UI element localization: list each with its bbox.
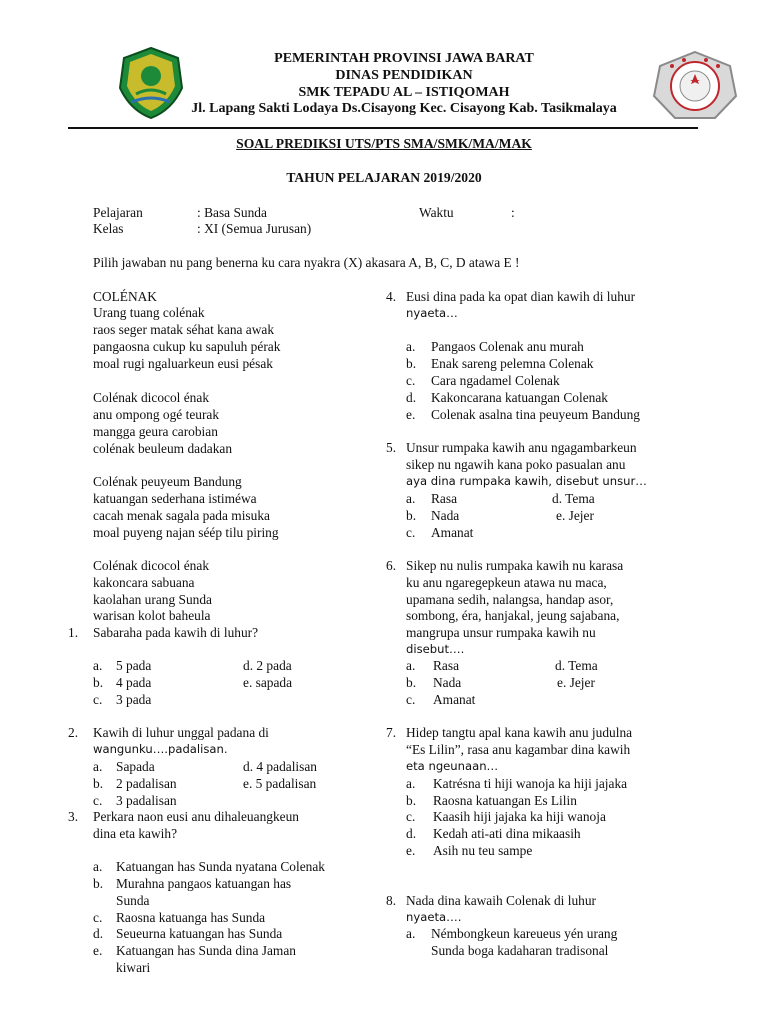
- question-number: 4.: [386, 289, 397, 304]
- poem-line: cacah menak sagala pada misuka: [93, 508, 270, 523]
- question-text: eta ngeunaan…: [406, 759, 499, 773]
- option-text: d. 4 padalisan: [243, 759, 318, 774]
- poem-line: anu ompong ogé teurak: [93, 407, 220, 422]
- option-text: Amanat: [431, 525, 474, 540]
- question-text: Sabaraha pada kawih di luhur?: [93, 625, 259, 640]
- question-text: upamana sedih, nalangsa, handap asor,: [406, 592, 614, 607]
- time-value: :: [511, 205, 515, 220]
- option-letter: c.: [93, 793, 103, 808]
- instruction: Pilih jawaban nu pang benerna ku cara nyakra (X) akasara A, B, C, D atawa E !: [93, 255, 520, 270]
- question-text: “Es Lilin”, rasa anu kagambar dina kawih: [406, 742, 631, 757]
- option-letter: d.: [406, 826, 417, 841]
- poem-line: kaolahan urang Sunda: [93, 592, 212, 607]
- option-text: e. Jejer: [556, 508, 594, 523]
- option-text: Enak sareng pelemna Colenak: [431, 356, 594, 371]
- question-text: sikep nu ngawih kana poko pasualan anu: [406, 457, 626, 472]
- question-text: Eusi dina pada ka opat dian kawih di luhur: [406, 289, 636, 304]
- option-text: Pangaos Colenak anu murah: [431, 339, 584, 354]
- question-text: Sikep nu nulis rumpaka kawih nu karasa: [406, 558, 624, 573]
- option-text: 3 padalisan: [116, 793, 177, 808]
- question-text: wangunku….padalisan.: [93, 742, 228, 756]
- subject-label: Pelajaran: [93, 205, 143, 220]
- header-address: Jl. Lapang Sakti Lodaya Ds.Cisayong Kec. Cisayong Kab. Tasikmalaya: [191, 101, 617, 116]
- option-text: Rasa: [431, 491, 458, 506]
- option-text: Nada: [433, 675, 462, 690]
- option-text: Raosna katuangan Es Lilin: [433, 793, 577, 808]
- option-letter: b.: [93, 776, 104, 791]
- option-text: Katuangan has Sunda nyatana Colenak: [116, 859, 325, 874]
- option-text: Katrésna ti hiji wanoja ka hiji jajaka: [433, 776, 628, 791]
- option-text: Asih nu teu sampe: [433, 843, 533, 858]
- option-text: Nada: [431, 508, 460, 523]
- option-letter: b.: [93, 876, 104, 891]
- class-value: : XI (Semua Jurusan): [197, 221, 312, 236]
- question-number: 6.: [386, 558, 397, 573]
- question-text: nyaeta….: [406, 910, 462, 924]
- poem-line: colénak beuleum dadakan: [93, 441, 233, 456]
- poem-line: kakoncara sabuana: [93, 575, 195, 590]
- option-letter: b.: [406, 675, 417, 690]
- time-label: Waktu: [419, 205, 454, 220]
- option-text: d. 2 pada: [243, 658, 292, 673]
- option-letter: c.: [93, 910, 103, 925]
- option-letter: a.: [93, 658, 103, 673]
- question-text: Unsur rumpaka kawih anu ngagambarkeun: [406, 440, 637, 455]
- poem-line: raos seger matak séhat kana awak: [93, 322, 275, 337]
- option-text: Némbongkeun kareueus yén urang: [431, 926, 618, 941]
- poem-title: COLÉNAK: [93, 289, 157, 304]
- question-number: 3.: [68, 809, 79, 824]
- header-government: PEMERINTAH PROVINSI JAWA BARAT: [274, 51, 534, 66]
- option-text: Sunda: [116, 893, 150, 908]
- header-agency: DINAS PENDIDIKAN: [335, 68, 473, 83]
- exam-year: TAHUN PELAJARAN 2019/2020: [286, 170, 482, 185]
- question-text: nyaeta…: [406, 306, 458, 320]
- option-text: 3 pada: [116, 692, 152, 707]
- option-letter: e.: [406, 843, 416, 858]
- option-text: kiwari: [116, 960, 151, 975]
- option-letter: e.: [93, 943, 103, 958]
- question-number: 2.: [68, 725, 79, 740]
- option-text: Colenak asalna tina peuyeum Bandung: [431, 407, 640, 422]
- option-letter: c.: [406, 809, 416, 824]
- option-text: e. 5 padalisan: [243, 776, 317, 791]
- question-number: 1.: [68, 625, 79, 640]
- question-text: Perkara naon eusi anu dihaleuangkeun: [93, 809, 299, 824]
- option-letter: a.: [406, 776, 416, 791]
- poem-line: Colénak dicocol énak: [93, 390, 210, 405]
- option-letter: c.: [406, 373, 416, 388]
- header-school-name: SMK TEPADU AL – ISTIQOMAH: [298, 85, 510, 100]
- class-label: Kelas: [93, 221, 124, 236]
- option-text: Sunda boga kadaharan tradisonal: [431, 943, 609, 958]
- option-text: Murahna pangaos katuangan has: [116, 876, 292, 891]
- option-letter: e.: [406, 407, 416, 422]
- option-letter: d.: [406, 390, 417, 405]
- question-text: sombong, éra, hanjakal, jeung sajabana,: [406, 608, 620, 623]
- poem-line: mangga geura carobian: [93, 424, 218, 439]
- question-text: disebut….: [406, 642, 465, 656]
- option-text: Cara ngadamel Colenak: [431, 373, 560, 388]
- option-letter: a.: [406, 491, 416, 506]
- question-number: 8.: [386, 893, 397, 908]
- question-number: 7.: [386, 725, 397, 740]
- option-text: Kedah ati-ati dina mikaasih: [433, 826, 581, 841]
- option-text: Kaasih hiji jajaka ka hiji wanoja: [433, 809, 606, 824]
- poem-line: pangaosna cukup ku sapuluh pérak: [93, 339, 281, 354]
- option-letter: a.: [93, 859, 103, 874]
- option-text: Sapada: [116, 759, 155, 774]
- option-letter: b.: [406, 793, 417, 808]
- question-text: aya dina rumpaka kawih, disebut unsur…: [406, 474, 647, 488]
- question-text: Kawih di luhur unggal padana di: [93, 725, 269, 740]
- option-letter: b.: [406, 356, 417, 371]
- poem-line: Urang tuang colénak: [93, 305, 205, 320]
- question-text: dina eta kawih?: [93, 826, 178, 841]
- option-text: 4 pada: [116, 675, 152, 690]
- subject-value: : Basa Sunda: [197, 205, 267, 220]
- poem-line: katuangan sederhana istiméwa: [93, 491, 257, 506]
- poem-line: moal puyeng najan séép tilu piring: [93, 525, 279, 540]
- option-text: Rasa: [433, 658, 460, 673]
- option-text: d. Tema: [552, 491, 595, 506]
- option-text: 5 pada: [116, 658, 152, 673]
- option-text: Seueurna katuangan has Sunda: [116, 926, 283, 941]
- option-letter: a.: [406, 339, 416, 354]
- option-letter: b.: [93, 675, 104, 690]
- option-text: Katuangan has Sunda dina Jaman: [116, 943, 296, 958]
- option-letter: a.: [406, 658, 416, 673]
- question-number: 5.: [386, 440, 397, 455]
- poem-line: Colénak peuyeum Bandung: [93, 474, 242, 489]
- option-letter: d.: [93, 926, 104, 941]
- question-text: ku anu ngaregepkeun atawa nu maca,: [406, 575, 607, 590]
- option-text: e. sapada: [243, 675, 293, 690]
- option-letter: c.: [406, 525, 416, 540]
- option-letter: c.: [406, 692, 416, 707]
- option-text: d. Tema: [555, 658, 598, 673]
- option-letter: a.: [93, 759, 103, 774]
- option-text: e. Jejer: [557, 675, 595, 690]
- poem-line: moal rugi ngaluarkeun eusi pésak: [93, 356, 273, 371]
- question-text: Nada dina kawaih Colenak di luhur: [406, 893, 597, 908]
- option-letter: c.: [93, 692, 103, 707]
- exam-title: SOAL PREDIKSI UTS/PTS SMA/SMK/MA/MAK: [236, 136, 532, 151]
- option-letter: a.: [406, 926, 416, 941]
- option-text: Kakoncarana katuangan Colenak: [431, 390, 608, 405]
- header-divider: [68, 127, 698, 129]
- question-text: Hidep tangtu apal kana kawih anu judulna: [406, 725, 633, 740]
- option-text: Raosna katuanga has Sunda: [116, 910, 266, 925]
- question-text: mangrupa unsur rumpaka kawih nu: [406, 625, 596, 640]
- option-text: 2 padalisan: [116, 776, 177, 791]
- option-letter: b.: [406, 508, 417, 523]
- poem-line: Colénak dicocol énak: [93, 558, 210, 573]
- poem-line: warisan kolot baheula: [93, 608, 211, 623]
- option-text: Amanat: [433, 692, 476, 707]
